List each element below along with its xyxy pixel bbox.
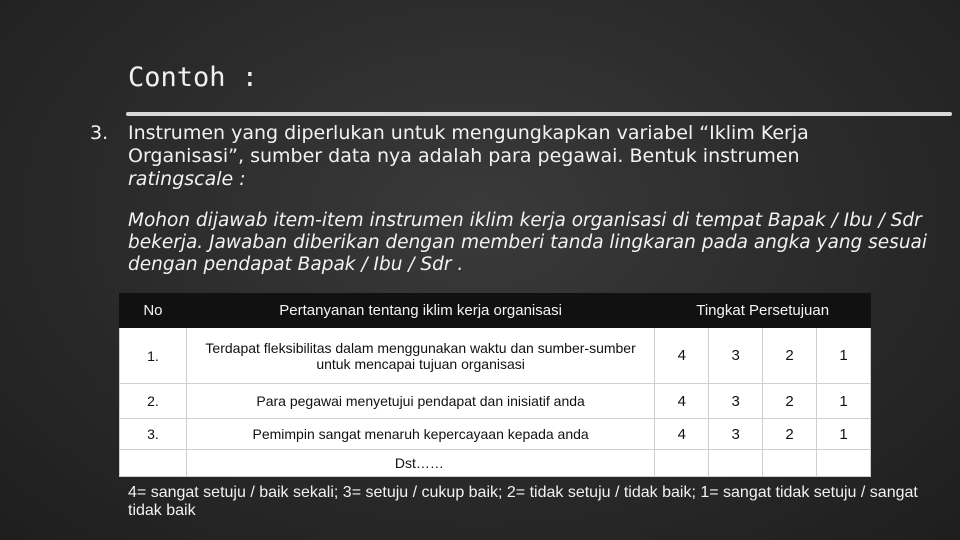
point-number: 3. [90, 122, 109, 144]
header-question: Pertanyanan tentang iklim kerja organisasi [186, 294, 654, 328]
rating-1[interactable]: 1 [817, 384, 871, 419]
rating-empty [817, 450, 871, 477]
row-question: Terdapat fleksibilitas dalam menggunakan waktu dan sumber-sumber untuk mencapai tujuan organisasi [186, 328, 654, 384]
table-row [120, 328, 871, 384]
rating-4[interactable]: 4 [655, 328, 709, 384]
rating-4[interactable]: 4 [655, 384, 709, 419]
header-no: No [120, 294, 187, 328]
instruction-text: Mohon dijawab item-item instrumen iklim kerja organisasi di tempat Bapak / Ibu / Sdr bekerja. Jawaban diberikan dengan memberi tanda lingkaran pada angka yang sesuai dengan pendapat Bapak / Ibu / Sdr . [128, 210, 928, 275]
row-no: 2. [120, 384, 187, 419]
table-row [120, 384, 871, 419]
table-row-continuation [120, 450, 871, 477]
rating-1[interactable]: 1 [817, 328, 871, 384]
table-row [120, 419, 871, 450]
rating-1[interactable]: 1 [817, 419, 871, 450]
row-no: 1. [120, 328, 187, 384]
rating-legend: 4= sangat setuju / baik sekali; 3= setuju / cukup baik; 2= tidak setuju / tidak baik; 1= sangat tidak setuju / sangat tidak baik [128, 484, 918, 519]
rating-4[interactable]: 4 [655, 419, 709, 450]
rating-2[interactable]: 2 [763, 419, 817, 450]
row-no: 3. [120, 419, 187, 450]
point-body: Instrumen yang diperlukan untuk mengungkapkan variabel “Iklim Kerja Organisasi”, sumber data nya adalah para pegawai. Bentuk instrumen [128, 122, 809, 167]
slide-title: Contoh : [128, 62, 259, 93]
rating-3[interactable]: 3 [709, 384, 763, 419]
rating-table [119, 293, 871, 477]
title-divider [126, 112, 952, 116]
rating-empty [763, 450, 817, 477]
rating-empty [655, 450, 709, 477]
row-question: Para pegawai menyetujui pendapat dan inisiatif anda [186, 384, 654, 419]
rating-3[interactable]: 3 [709, 328, 763, 384]
row-no-empty [120, 450, 187, 477]
table-header-row [120, 294, 871, 328]
point-italic: ratingscale : [128, 168, 246, 190]
rating-empty [709, 450, 763, 477]
continuation-cell [186, 450, 654, 477]
row-question: Pemimpin sangat menaruh kepercayaan kepada anda [186, 419, 654, 450]
rating-3[interactable]: 3 [709, 419, 763, 450]
point-text [128, 122, 908, 191]
continuation-text: Dst…… [394, 455, 444, 471]
rating-2[interactable]: 2 [763, 384, 817, 419]
header-rating: Tingkat Persetujuan [655, 294, 871, 328]
rating-2[interactable]: 2 [763, 328, 817, 384]
